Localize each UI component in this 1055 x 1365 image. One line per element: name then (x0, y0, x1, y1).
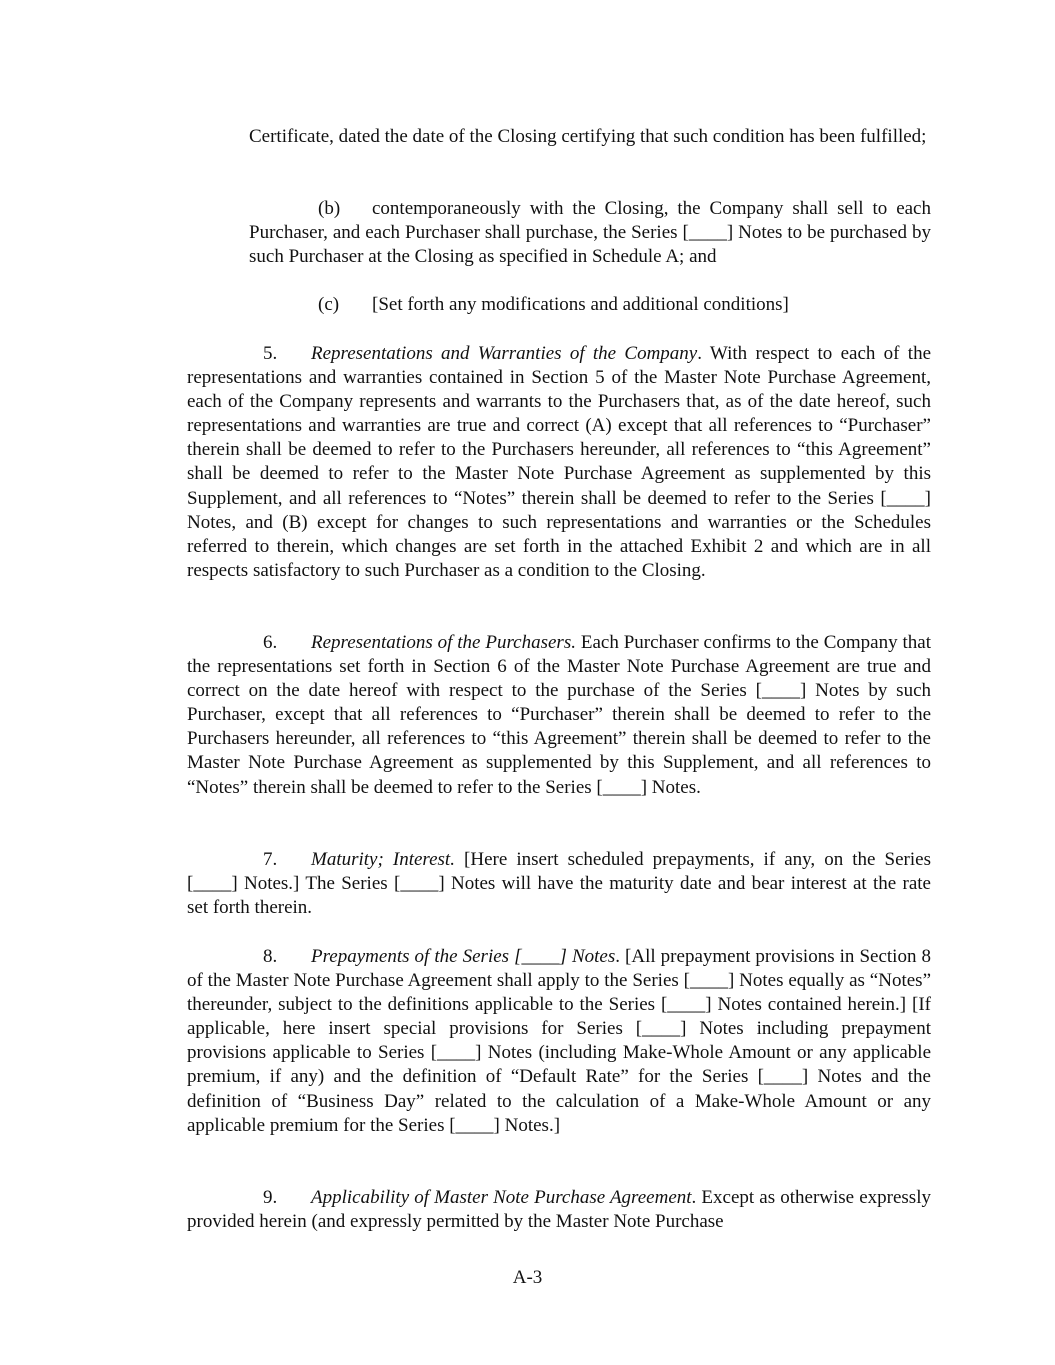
section-6-text: Each Purchaser confirms to the Company that the representations set forth in Section 6 of the Master Note Purchase Agreement are true and correct on the date hereof with respect to the purchase of the Series [____] Notes by such Purchaser, except that all references to “Purchaser” therein shall be deemed to refer to the Purchasers hereunder, all references to “this Agreement” therein shall be deemed to refer to the Master Note Purchase Agreement as supplemented by this Supplement, and all references to “Notes” therein shall be deemed to refer to the Series [____] Notes. (187, 632, 931, 798)
section-8-text: . [All prepayment provisions in Section 8 of the Master Note Purchase Agreement shall apply to the Series [____] Notes equally as “Notes” thereunder, subject to the definitions applicable to the Series [____] Notes contained herein.] [If applicable, here insert special provisions for Series [____] Notes including prepayment provisions applicable to Series [____] Notes (including Make-Whole Amount or any applicable premium, if any) and the definition of “Default Rate” for the Series [____] Notes and the definition of “Business Day” related to the calculation of a Make-Whole Amount or any applicable premium for the Series [____] Notes.] (187, 946, 932, 1136)
section-6-number: 6. (263, 632, 278, 653)
section-9-heading: Applicability of Master Note Purchase Agreement (311, 1187, 692, 1208)
section-5-paragraph (187, 342, 931, 583)
section-9-paragraph (187, 1186, 931, 1234)
section-9-text: . Except as otherwise expressly provided herein (and expressly permitted by the Master Note Purchase (187, 1187, 931, 1233)
continued-paragraph: Certificate, dated the date of the Closing certifying that such condition has been fulfilled; (249, 126, 927, 147)
section-7-text: [Here insert scheduled prepayments, if any, on the Series [____] Notes.] The Series [____] Notes will have the maturity date and bear interest at the rate set forth therein. (187, 849, 931, 919)
section-8-heading: Prepayments of the Series [____] Notes (311, 946, 616, 967)
section-7-number: 7. (263, 849, 278, 870)
section-8-paragraph (187, 945, 931, 1138)
section-6-heading: Representations of the Purchasers. (311, 632, 576, 653)
item-c-label: (c) (318, 294, 340, 315)
item-c-paragraph (249, 293, 931, 317)
item-b-paragraph (249, 197, 931, 269)
page-number: A-3 (512, 1267, 543, 1288)
item-b-label: (b) (318, 198, 341, 219)
section-8-number: 8. (263, 946, 278, 967)
section-6-paragraph (187, 631, 931, 800)
section-5-number: 5. (263, 343, 278, 364)
section-9-number: 9. (263, 1187, 278, 1208)
section-5-text: . With respect to each of the representations and warranties contained in Section 5 of the Master Note Purchase Agreement, each of the Company represents and warrants to the Purchasers that, as of the date hereof, such representations and warranties are true and correct (A) except that all references to “Purchaser” therein shall be deemed to refer to the Purchasers hereunder, all references to “this Agreement” shall be deemed to refer to the Master Note Purchase Agreement as supplemented by this Supplement, and all references to “Notes” therein shall be deemed to refer to the Series [____] Notes, and (B) except for changes to such representations and warranties or the Schedules referred to therein, which changes are set forth in the attached Exhibit 2 and which are in all respects satisfactory to such Purchaser as a condition to the Closing. (187, 343, 932, 581)
section-7-heading: Maturity; Interest. (311, 849, 455, 870)
item-b-text: contemporaneously with the Closing, the Company shall sell to each Purchaser, and each Purchaser shall purchase, the Series [____] Notes to be purchased by such Purchaser at the Closing as specified in Schedule A; and (249, 198, 931, 268)
section-5-heading: Representations and Warranties of the Company (311, 343, 698, 364)
item-c-text: [Set forth any modifications and additional conditions] (372, 294, 789, 315)
section-7-paragraph (187, 848, 931, 920)
